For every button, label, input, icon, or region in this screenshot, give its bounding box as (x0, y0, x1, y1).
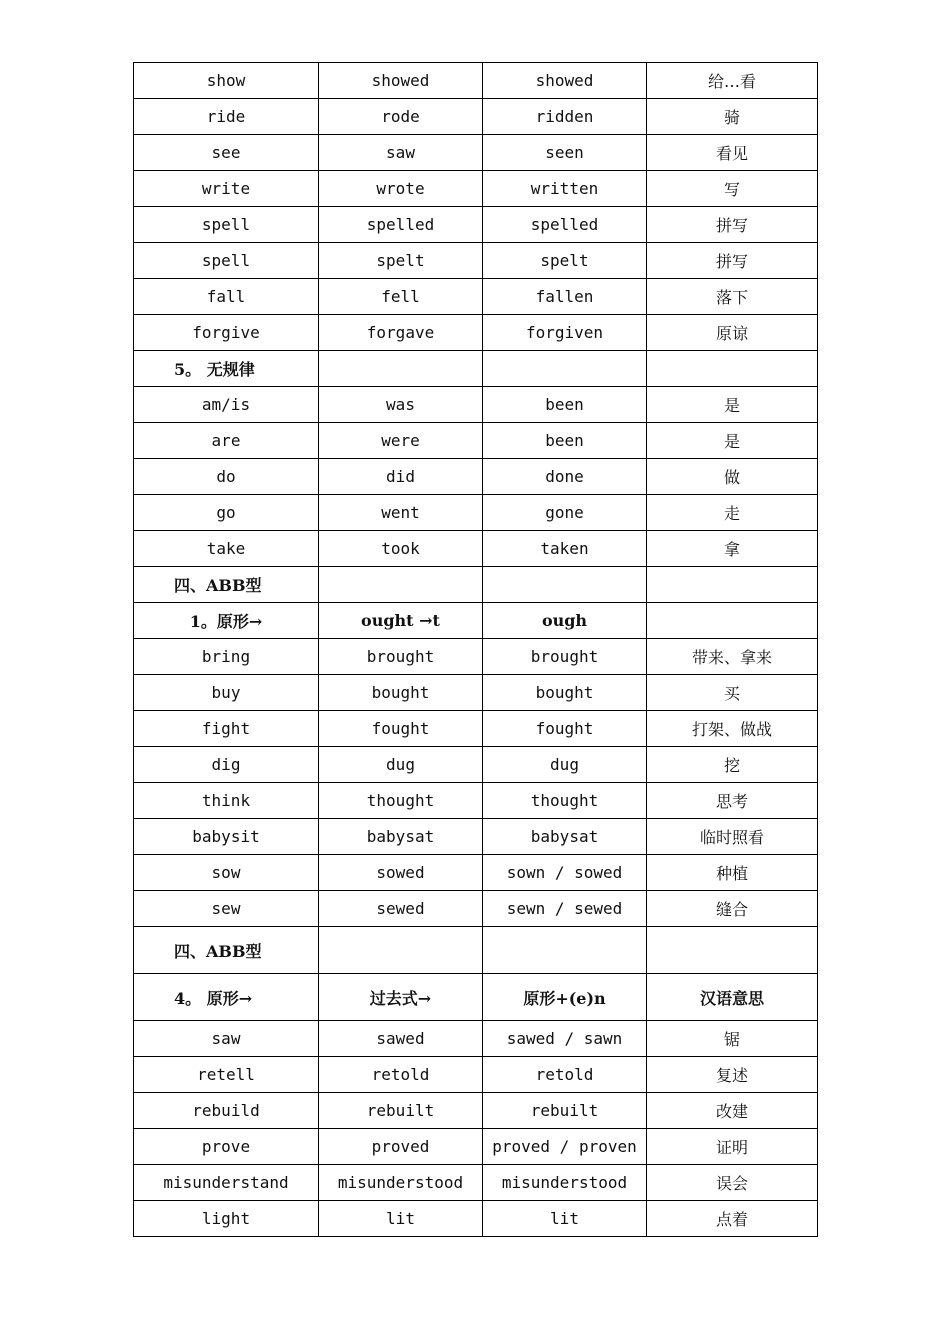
past-tense-cell: dug (319, 747, 483, 783)
past-participle-cell: retold (483, 1057, 647, 1093)
base-form-cell: spell (134, 243, 319, 279)
base-form-cell: 4。 原形→ (134, 974, 319, 1021)
base-form-cell: do (134, 459, 319, 495)
past-tense-cell: lit (319, 1201, 483, 1237)
past-participle-cell: lit (483, 1201, 647, 1237)
chinese-meaning-cell: 打架、做战 (647, 711, 818, 747)
table-row (134, 207, 818, 243)
past-participle-cell: 原形+(e)n (483, 974, 647, 1021)
chinese-meaning-cell: 走 (647, 495, 818, 531)
chinese-meaning-cell: 拼写 (647, 243, 818, 279)
table-row (134, 1129, 818, 1165)
table-row (134, 747, 818, 783)
past-participle-cell: done (483, 459, 647, 495)
base-form-cell: fall (134, 279, 319, 315)
chinese-meaning-cell (647, 603, 818, 639)
past-participle-cell: sown / sowed (483, 855, 647, 891)
past-tense-cell: were (319, 423, 483, 459)
past-participle-cell: dug (483, 747, 647, 783)
header-row (134, 603, 818, 639)
base-form-cell: misunderstand (134, 1165, 319, 1201)
table-row (134, 99, 818, 135)
past-tense-cell: sawed (319, 1021, 483, 1057)
base-form-cell: sew (134, 891, 319, 927)
past-tense-cell: spelt (319, 243, 483, 279)
base-form-cell: 5。 无规律 (134, 351, 319, 387)
chinese-meaning-cell: 买 (647, 675, 818, 711)
past-tense-cell: spelled (319, 207, 483, 243)
base-form-cell: write (134, 171, 319, 207)
chinese-meaning-cell: 改建 (647, 1093, 818, 1129)
past-participle-cell: sewn / sewed (483, 891, 647, 927)
chinese-meaning-cell: 做 (647, 459, 818, 495)
chinese-meaning-cell: 骑 (647, 99, 818, 135)
past-tense-cell: did (319, 459, 483, 495)
table-row (134, 1165, 818, 1201)
past-tense-cell: fell (319, 279, 483, 315)
past-tense-cell: babysat (319, 819, 483, 855)
chinese-meaning-cell: 写 (647, 171, 818, 207)
past-tense-cell: thought (319, 783, 483, 819)
past-participle-cell: gone (483, 495, 647, 531)
past-participle-cell: spelled (483, 207, 647, 243)
chinese-meaning-cell: 复述 (647, 1057, 818, 1093)
past-tense-cell: misunderstood (319, 1165, 483, 1201)
past-participle-cell: seen (483, 135, 647, 171)
base-form-cell: retell (134, 1057, 319, 1093)
base-form-cell: 四、ABB型 (134, 567, 319, 603)
base-form-cell: 四、ABB型 (134, 927, 319, 974)
past-tense-cell: fought (319, 711, 483, 747)
chinese-meaning-cell: 原谅 (647, 315, 818, 351)
past-participle-cell: showed (483, 63, 647, 99)
base-form-cell: show (134, 63, 319, 99)
past-tense-cell: bought (319, 675, 483, 711)
base-form-cell: spell (134, 207, 319, 243)
chinese-meaning-cell: 种植 (647, 855, 818, 891)
table-row (134, 1057, 818, 1093)
base-form-cell: 1。原形→ (134, 603, 319, 639)
past-tense-cell: rebuilt (319, 1093, 483, 1129)
past-participle-cell: sawed / sawn (483, 1021, 647, 1057)
chinese-meaning-cell: 给…看 (647, 63, 818, 99)
section-row (134, 351, 818, 387)
base-form-cell: babysit (134, 819, 319, 855)
past-tense-cell (319, 351, 483, 387)
header-row (134, 974, 818, 1021)
past-participle-cell (483, 927, 647, 974)
base-form-cell: saw (134, 1021, 319, 1057)
past-participle-cell: been (483, 387, 647, 423)
past-participle-cell: proved / proven (483, 1129, 647, 1165)
past-tense-cell: took (319, 531, 483, 567)
chinese-meaning-cell: 看见 (647, 135, 818, 171)
past-participle-cell (483, 567, 647, 603)
past-participle-cell: ridden (483, 99, 647, 135)
chinese-meaning-cell: 拼写 (647, 207, 818, 243)
past-tense-cell: showed (319, 63, 483, 99)
table-row (134, 495, 818, 531)
past-tense-cell: sewed (319, 891, 483, 927)
past-participle-cell: spelt (483, 243, 647, 279)
chinese-meaning-cell: 锯 (647, 1021, 818, 1057)
table-row (134, 279, 818, 315)
chinese-meaning-cell: 思考 (647, 783, 818, 819)
table-row (134, 855, 818, 891)
base-form-cell: dig (134, 747, 319, 783)
table-row (134, 819, 818, 855)
chinese-meaning-cell: 是 (647, 387, 818, 423)
table-row (134, 63, 818, 99)
chinese-meaning-cell: 是 (647, 423, 818, 459)
chinese-meaning-cell: 点着 (647, 1201, 818, 1237)
past-tense-cell: proved (319, 1129, 483, 1165)
past-participle-cell: rebuilt (483, 1093, 647, 1129)
base-form-cell: see (134, 135, 319, 171)
chinese-meaning-cell: 带来、拿来 (647, 639, 818, 675)
base-form-cell: take (134, 531, 319, 567)
section-row (134, 567, 818, 603)
base-form-cell: prove (134, 1129, 319, 1165)
table-row (134, 423, 818, 459)
chinese-meaning-cell (647, 351, 818, 387)
past-tense-cell (319, 927, 483, 974)
past-participle-cell: bought (483, 675, 647, 711)
table-row (134, 171, 818, 207)
past-tense-cell (319, 567, 483, 603)
past-tense-cell: forgave (319, 315, 483, 351)
past-participle-cell: taken (483, 531, 647, 567)
table-row (134, 135, 818, 171)
base-form-cell: sow (134, 855, 319, 891)
table-row (134, 675, 818, 711)
chinese-meaning-cell: 拿 (647, 531, 818, 567)
base-form-cell: bring (134, 639, 319, 675)
table-row (134, 891, 818, 927)
past-participle-cell: misunderstood (483, 1165, 647, 1201)
past-tense-cell: ought →t (319, 603, 483, 639)
base-form-cell: go (134, 495, 319, 531)
chinese-meaning-cell: 证明 (647, 1129, 818, 1165)
past-participle-cell: forgiven (483, 315, 647, 351)
table-row (134, 459, 818, 495)
past-tense-cell: sowed (319, 855, 483, 891)
past-tense-cell: rode (319, 99, 483, 135)
past-participle-cell: fallen (483, 279, 647, 315)
table-row (134, 243, 818, 279)
past-tense-cell: 过去式→ (319, 974, 483, 1021)
base-form-cell: ride (134, 99, 319, 135)
table-row (134, 531, 818, 567)
table-row (134, 1093, 818, 1129)
chinese-meaning-cell: 临时照看 (647, 819, 818, 855)
past-tense-cell: was (319, 387, 483, 423)
past-participle-cell: babysat (483, 819, 647, 855)
past-participle-cell (483, 351, 647, 387)
table-row (134, 315, 818, 351)
past-participle-cell: thought (483, 783, 647, 819)
chinese-meaning-cell: 挖 (647, 747, 818, 783)
past-participle-cell: fought (483, 711, 647, 747)
past-participle-cell: ough (483, 603, 647, 639)
chinese-meaning-cell: 落下 (647, 279, 818, 315)
base-form-cell: forgive (134, 315, 319, 351)
table-row (134, 1021, 818, 1057)
past-participle-cell: brought (483, 639, 647, 675)
past-tense-cell: went (319, 495, 483, 531)
base-form-cell: buy (134, 675, 319, 711)
chinese-meaning-cell (647, 567, 818, 603)
base-form-cell: think (134, 783, 319, 819)
irregular-verbs-table (133, 62, 818, 1237)
table-body (134, 63, 818, 1237)
past-tense-cell: saw (319, 135, 483, 171)
past-participle-cell: been (483, 423, 647, 459)
past-tense-cell: retold (319, 1057, 483, 1093)
past-tense-cell: wrote (319, 171, 483, 207)
base-form-cell: am/is (134, 387, 319, 423)
base-form-cell: light (134, 1201, 319, 1237)
table-row (134, 1201, 818, 1237)
past-tense-cell: brought (319, 639, 483, 675)
table-row (134, 387, 818, 423)
chinese-meaning-cell (647, 927, 818, 974)
chinese-meaning-cell: 汉语意思 (647, 974, 818, 1021)
base-form-cell: are (134, 423, 319, 459)
table-row (134, 711, 818, 747)
table-row (134, 783, 818, 819)
base-form-cell: fight (134, 711, 319, 747)
table-row (134, 639, 818, 675)
past-participle-cell: written (483, 171, 647, 207)
section-row (134, 927, 818, 974)
base-form-cell: rebuild (134, 1093, 319, 1129)
chinese-meaning-cell: 缝合 (647, 891, 818, 927)
chinese-meaning-cell: 误会 (647, 1165, 818, 1201)
